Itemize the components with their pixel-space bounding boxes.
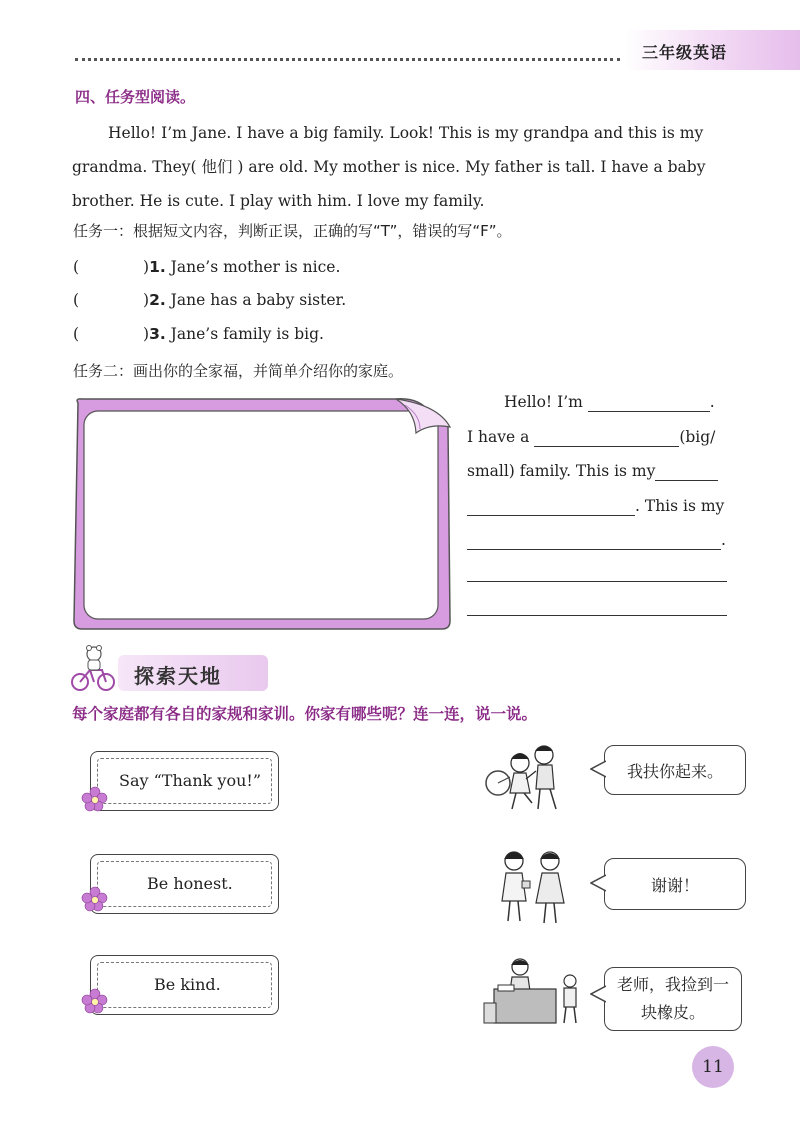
rule-card-3[interactable] <box>90 955 279 1015</box>
passage-line: Hello! I’m Jane. I have a big family. Look! This is my grandpa and this is my <box>108 124 704 142</box>
rule-card-1[interactable] <box>90 751 279 811</box>
bubble-tail <box>590 985 606 1003</box>
bubble-text: 我扶你起来。 <box>626 761 723 781</box>
flower-icon <box>80 784 110 814</box>
rule-card-2[interactable] <box>90 854 279 914</box>
question-2: ( )2. Jane has a baby sister. <box>73 291 347 309</box>
fill-line-3: small) family. This is my <box>467 462 718 481</box>
task-two-instruction: 任务二：画出你的全家福，并简单介绍你的家庭。 <box>73 362 404 380</box>
bubble-text: 谢谢！ <box>650 875 699 895</box>
explore-instruction: 每个家庭都有各自的家规和家训。你家有哪些呢？连一连，说一说。 <box>72 705 538 723</box>
fill-line-1: Hello! I’m . <box>504 393 715 411</box>
answer-blank[interactable]: ( <box>73 258 80 276</box>
kids-helping-illustration <box>480 737 576 817</box>
fill-line-2: I have a (big/ <box>467 428 716 446</box>
speech-bubble-1[interactable] <box>604 745 746 795</box>
header-dotted-rule <box>75 58 620 61</box>
bubble-tail <box>590 760 606 778</box>
passage-line: grandma. They( 他们 ) are old. My mother is nice. My father is tall. I have a baby <box>72 158 706 176</box>
bubble-text: 老师，我捡到一块橡皮。 <box>616 975 729 1022</box>
card-text: Say “Thank you!” <box>119 771 261 790</box>
speech-bubble-2[interactable] <box>604 858 746 910</box>
fill-line-4: . This is my <box>467 497 724 516</box>
flower-icon <box>80 884 110 914</box>
family-photo-frame[interactable] <box>70 393 456 633</box>
grade-label: 三年级英语 <box>642 43 728 62</box>
girls-gift-illustration <box>490 845 574 927</box>
question-1: ( )1. Jane’s mother is nice. <box>73 258 341 276</box>
member-blank-3[interactable] <box>467 531 721 550</box>
writing-rule[interactable] <box>467 581 727 582</box>
passage-line: brother. He is cute. I play with him. I love my family. <box>72 192 485 210</box>
reading-passage <box>72 116 724 218</box>
section-title: 四、任务型阅读。 <box>75 88 196 106</box>
answer-blank[interactable]: ( <box>73 291 80 309</box>
page-number: 11 <box>692 1046 734 1088</box>
flower-icon <box>80 986 110 1016</box>
name-blank[interactable] <box>588 393 710 412</box>
bear-bicycle-icon <box>70 642 116 692</box>
card-text: Be honest. <box>147 874 233 893</box>
fill-line-5: . <box>467 531 726 550</box>
answer-blank[interactable]: ( <box>73 325 80 343</box>
teacher-eraser-illustration <box>478 955 586 1029</box>
task-one-instruction: 任务一：根据短文内容，判断正误，正确的写“T”，错误的写“F”。 <box>73 222 512 240</box>
member-blank-1[interactable] <box>655 462 718 481</box>
writing-rule[interactable] <box>467 615 727 616</box>
family-size-blank[interactable] <box>534 428 679 447</box>
card-text: Be kind. <box>154 975 221 994</box>
bubble-tail <box>590 874 606 892</box>
explore-title: 探索天地 <box>134 664 222 688</box>
member-blank-2[interactable] <box>467 497 635 516</box>
question-3: ( )3. Jane’s family is big. <box>73 325 324 343</box>
speech-bubble-3[interactable] <box>604 967 742 1031</box>
